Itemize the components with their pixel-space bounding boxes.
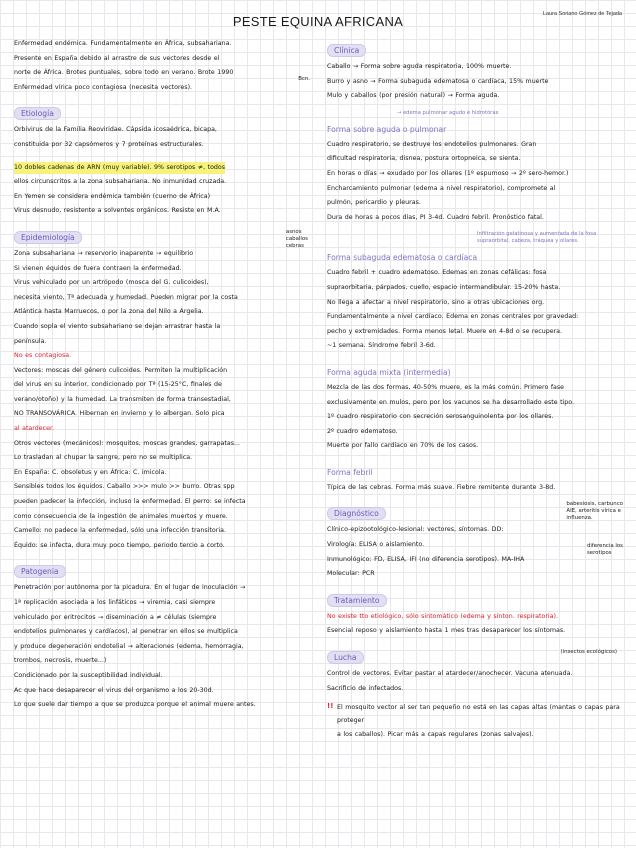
- patogenia-line: vehiculado por eritrocitos → diseminación a ≠ células (siempre: [14, 613, 217, 621]
- lucha-side-note: (insectos ecológicos): [560, 649, 617, 656]
- subaguda-section: [327, 231, 627, 353]
- subaguda-line: Fundamentalmente a nivel cardíaco. Edema en zonas centrales por gravedad:: [327, 313, 579, 321]
- subaguda-line: pecho y extremidades. Forma menos letal. Muere en 4-8d o se recupera.: [327, 327, 563, 335]
- section-heading-subaguda: Forma subaguda edematosa o cardíaca: [327, 253, 478, 263]
- etiologia-line: ellos circunscritos a la zona subsahariana. No inmunidad cruzada.: [14, 178, 227, 186]
- etiologia-line: constituida por 32 capsómeros y 7 proteínas estructurales.: [14, 140, 204, 148]
- serotype-note-line: diferencia los: [586, 543, 623, 550]
- reservoir-species-list: [286, 229, 308, 250]
- section-heading-clinica: Clínica: [327, 44, 366, 57]
- subaguda-line: supraorbitaria, párpados, cuello, espacio intermandibular. 15-20% hasta.: [327, 283, 561, 291]
- mixta-section: [327, 360, 627, 453]
- mixta-line: Mezcla de las dos formas, 40-50% muere, es la más común. Primero fase: [327, 383, 565, 391]
- intro-line: norte de África. Brotes puntuales, sobre todo en verano. Brote 1990: [14, 69, 234, 77]
- sobreaguda-line: Encharcamiento pulmonar (edema a nivel respiratorio), compromete al: [327, 184, 556, 192]
- right-column: [327, 38, 627, 749]
- section-heading-tratamiento: Tratamiento: [327, 594, 387, 607]
- etiologia-line: 10 dobles cadenas de ARN (muy variable). 9% serotipos ≠, todos: [14, 162, 225, 175]
- patogenia-line: trombos, necrosis, muerte...): [14, 657, 107, 665]
- reservoir-species: asnos: [285, 228, 302, 235]
- epidemiologia-line: al atardecer.: [14, 425, 54, 433]
- epidemiologia-line: como consecuencia de la ingestión de animales muertos y muere.: [14, 512, 228, 520]
- tratamiento-line: No existe tto etiológico, sólo sintomático (edema y sínton. respiratoria).: [327, 612, 558, 620]
- clinica-line: Burro y asno → Forma subaguda edematosa o cardíaca, 15% muerte: [327, 77, 549, 85]
- patogenia-line: y produce degeneración endotelial → alteraciones (edema, hemorragia,: [14, 642, 244, 650]
- patogenia-line: Condicionado por la susceptibilidad individual.: [14, 671, 163, 679]
- sobreaguda-section: [327, 110, 627, 225]
- epidemiologia-line: Atlántica hasta Marruecos, o por la zona del Nilo a Argelia.: [14, 308, 204, 316]
- mixta-line: 1º cuadro respiratorio con secreción serosanguinolenta por los ollares.: [327, 413, 554, 421]
- sobreaguda-line: Dura de horas a pocos días, PI 3-4d. Cuadro febril. Pronóstico fatal.: [327, 213, 544, 221]
- epidemiologia-line: Sensibles todos los équidos. Caballo >>> mulo >> burro. Otras spp: [14, 483, 235, 491]
- tratamiento-section: [327, 588, 627, 638]
- differential-item: AIE, arteritis vírica e: [566, 508, 621, 515]
- etiologia-section: [14, 101, 314, 218]
- diagnostico-line: Inmunológico: FD, ELISA, IFI (no diferencia serotipos). MA-IHA: [327, 555, 525, 563]
- intro-line: Enfermedad vírica poco contagiosa (necesita vectores).: [14, 83, 193, 91]
- left-column: [14, 38, 314, 719]
- sobreaguda-line: Cuadro respiratorio, se destruye los endotelios pulmonares. Gran: [327, 140, 537, 148]
- mixta-line: exclusivamente en mulos, pero por los vacunos se ha desarrollado este tipo.: [327, 398, 575, 406]
- patogenia-line: endotelios pulmonares y cardíacos), al penetrar en ellos se multiplica: [14, 628, 238, 636]
- section-heading-diagnostico: Diagnóstico: [327, 507, 386, 520]
- epidemiologia-line: Vectores: moscas del género culicoides. Permiten la multiplicación: [14, 366, 228, 374]
- epidemiologia-line: Si vienen équidos de fuera contraen la enfermedad.: [14, 264, 182, 272]
- etiologia-line: En Yemen se considera endémica también (cuerno de África): [14, 192, 211, 200]
- diagnostico-line: Virología: ELISA o aislamiento.: [327, 541, 425, 549]
- serotype-note: [587, 543, 623, 557]
- section-heading-patogenia: Patogenia: [14, 565, 66, 578]
- subaguda-note: Infiltración gelatinosa y aumentada de la fosa supraorbital, cabeza, tráquea y ollares.: [477, 231, 597, 245]
- reservoir-species: caballos: [285, 235, 308, 242]
- mixta-line: Muerte por fallo cardíaco en 70% de los casos.: [327, 442, 479, 450]
- subaguda-line: ~1 semana. Síndrome febril 3-6d.: [327, 342, 436, 350]
- patogenia-line: Penetración por autónoma por la picadura. En el lugar de inoculación →: [14, 584, 246, 592]
- lucha-line: Control de vectores. Evitar pastar al atardecer/anochecer. Vacuna atenuada.: [327, 670, 573, 678]
- epidemiologia-line: Équido: se infecta, dura muy poco tiempo, periodo tercio a corto.: [14, 541, 225, 549]
- epidemiologia-line: Camello: no padece la enfermedad, sólo una infección transitoria.: [14, 527, 226, 535]
- differential-item: babesiosis, carbunco: [566, 501, 623, 508]
- epidemiologia-line: Otros vectores (mecánicos): mosquitos, moscas grandes, garrapatas...: [14, 439, 241, 447]
- section-heading-mixta: Forma aguda mixta (intermedia): [327, 367, 451, 377]
- clinica-section: [327, 38, 627, 103]
- lucha-line: Sacrificio de infectados.: [327, 684, 404, 692]
- section-heading-etiologia: Etiología: [14, 107, 61, 120]
- epidemiologia-line: necesita viento, Tª adecuada y humedad. Pueden migrar por la costa: [14, 293, 238, 301]
- serotype-note-line: serotipos: [586, 550, 612, 557]
- intro-line: Presente en España debido al arrastre de sus vectores desde el: [14, 54, 220, 62]
- tratamiento-line: Esencial reposo y aislamiento hasta 1 mes tras desaparecer los síntomas.: [327, 627, 566, 635]
- intro-section: [14, 38, 314, 94]
- epidemiologia-line: Lo trasladan al chupar la sangre, pero no se multiplica.: [14, 454, 193, 462]
- sobreaguda-note: → edema pulmonar agudo e hidrotórax: [397, 109, 499, 116]
- author-name: Laura Soriano Gómez de Tejada: [542, 11, 622, 17]
- sobreaguda-line: En horas o días → exudado por los ollares (1º espumoso → 2º sero-hemor.): [327, 169, 569, 177]
- epidemiologia-line: NO TRANSOVÁRICA. Hibernan en invierno y lo albergan. Solo pica: [14, 410, 225, 418]
- etiologia-line: Virus desnudo, resistente a solventes orgánicos. Resiste en M.A.: [14, 207, 221, 215]
- section-heading-epidemiologia: Epidemiología: [14, 231, 82, 244]
- subaguda-line: Cuadro febril + cuadro edematoso. Edemas en zonas cefálicas: fosa: [327, 269, 547, 277]
- reservoir-species: cebras: [285, 242, 304, 249]
- page-title: PESTE EQUINA AFRICANA: [232, 14, 404, 29]
- section-heading-febril: Forma febril: [327, 467, 373, 477]
- epidemiologia-section: [14, 225, 314, 552]
- intro-line: Enfermedad endémica. Fundamentalmente en África, subsahariana.: [14, 40, 232, 47]
- febril-line: Típica de las cebras. Forma más suave. Fiebre remitente durante 3-8d.: [327, 483, 556, 491]
- important-marker: !!: [327, 702, 334, 711]
- lucha-section: [327, 645, 627, 695]
- diagnostico-line: Clínico-epizootológico-lesional: vectores, síntomas. DD:: [327, 526, 504, 534]
- clinica-line: Caballo → Forma sobre aguda respiratoria, 100% muerte.: [327, 63, 512, 70]
- patogenia-line: Ac que hace desaparecer el virus del organismo a los 20-30d.: [14, 686, 214, 694]
- epidemiologia-line: Virus vehiculado por un artrópodo (mosca del G. culicoides),: [14, 279, 209, 287]
- final-note-section: [327, 702, 627, 742]
- mixta-line: 2º cuadro edematoso.: [327, 427, 398, 435]
- patogenia-line: 1ª replicación asociada a los linfáticos → viremia, casi siempre: [14, 599, 216, 606]
- clinica-line: Mulo y caballos (por presión natural) → Forma aguda.: [327, 92, 500, 100]
- diagnostico-line: Molecular: PCR: [327, 570, 375, 578]
- epidemiologia-line: verano/otoño) y la humedad. La transmiten de forma transestadial,: [14, 395, 231, 403]
- section-heading-lucha: Lucha: [327, 651, 364, 664]
- subaguda-line: No llega a afectar a nivel respiratorio, sino a otras ubicaciones org.: [327, 298, 545, 306]
- epidemiologia-line: península.: [14, 337, 47, 345]
- intro-side-note: Bcn.: [298, 76, 310, 82]
- epidemiologia-line: En España: C. obsoletus y en África: C. imicola.: [14, 468, 167, 476]
- section-heading-sobreaguda: Forma sobre aguda o pulmonar: [327, 124, 447, 134]
- epidemiologia-line: Zona subsahariana → reservorio inaparente → equilibrio: [14, 249, 194, 257]
- etiologia-line: Orbivirus de la Familia Reoviridae. Cápsida icosaédrica, bicapa,: [14, 126, 217, 134]
- sobreaguda-line: pulmón, pericardio y pleuras.: [327, 199, 421, 207]
- final-note-line: a los caballos). Picar más a capas regulares (zonas salvajes).: [337, 731, 534, 739]
- epidemiologia-line: pueden padecer la infección, incluso la enfermedad. El perro: se infecta: [14, 498, 246, 506]
- epidemiologia-line: Cuando sopla el viento subsahariano se dejan arrastrar hasta la: [14, 322, 221, 330]
- epidemiologia-warning: No es contagiosa.: [14, 352, 72, 360]
- sobreaguda-line: dificultad respiratoria, disnea, postura ortopneica, se sienta.: [327, 155, 521, 163]
- epidemiologia-line: del virus en su interior, condicionado por Tª (15-25°C, finales de: [14, 381, 222, 389]
- febril-section: [327, 460, 627, 495]
- differential-item: influenza.: [566, 515, 593, 522]
- diagnostico-section: [327, 501, 627, 580]
- patogenia-line: Lo que suele dar tiempo a que se produzca porque el animal muere antes.: [14, 701, 256, 709]
- differential-diagnosis-list: [566, 501, 623, 522]
- final-note-line: El mosquito vector al ser tan pequeño no está en las capas altas (mantas o capas para proteger: [337, 704, 620, 724]
- patogenia-section: [14, 559, 314, 711]
